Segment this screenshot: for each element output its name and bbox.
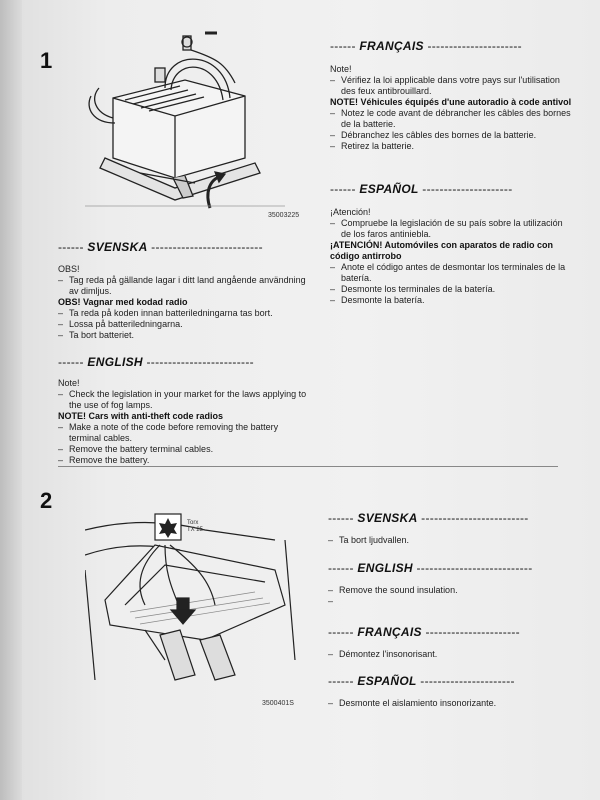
heading-label: FRANÇAIS [359,39,424,53]
heading-label: ESPAÑOL [359,182,419,196]
instruction-item: – Retirez la batterie. [330,141,572,152]
torx-icon [155,514,181,540]
instruction-item: – Lossa på batteriledningarna. [58,319,308,330]
note-label: Note! [58,378,80,388]
instruction-list [58,308,308,341]
instruction-list [330,108,572,152]
instruction-item: – Desmonte la batería. [330,295,572,306]
step-divider [58,466,558,467]
heading-label: SVENSKA [87,240,148,254]
torx-label-2: TX 25 [187,527,204,533]
instruction-item: – Tag reda på gällande lagar i ditt land angående användning av dimljus. [58,275,308,297]
heading-label: ENGLISH [357,561,413,575]
instruction-list [330,218,572,240]
section-body-english-1 [58,378,308,466]
step-number-2: 2 [40,488,53,513]
instruction-list [330,262,572,306]
instruction-list [58,275,308,297]
bold-note: NOTE! Cars with anti-theft code radios [58,411,224,421]
instruction-item: – Check the legislation in your market for the laws applying to the use of fog lamps. [58,389,308,411]
note-label: Note! [330,64,352,74]
instruction-list [328,649,568,660]
instruction-item: – Compruebe la legislación de su país sobre la utilización de los faros antiniebla. [330,218,572,240]
instruction-item: – Make a note of the code before removing the battery terminal cables. [58,422,308,444]
instruction-list [330,75,572,97]
step-number-1: 1 [40,48,53,73]
instruction-item: – Desmonte el aislamiento insonorizante. [328,698,568,709]
instruction-item: – Notez le code avant de débrancher les câbles des bornes de la batterie. [330,108,572,130]
instruction-item: – Démontez l'insonorisant. [328,649,568,660]
section-heading-english-2: ------ ENGLISH --------------------------- [328,561,533,575]
instruction-list [58,389,308,411]
footwell-illustration [85,510,300,690]
torx-label-1: Torx [187,520,199,526]
instruction-item: – Desmonte los terminales de la batería. [330,284,572,295]
battery-illustration [85,28,295,213]
instruction-item: – Vérifiez la loi applicable dans votre pays sur l'utilisation des feux antibrouillard. [330,75,572,97]
heading-label: SVENSKA [357,511,418,525]
heading-label: ESPAÑOL [357,674,417,688]
section-body-svenska-1 [58,264,308,341]
page-binding-shadow [0,0,22,800]
section-heading-svenska-2: ------ SVENSKA ------------------------- [328,511,529,525]
bold-note: ¡ATENCIÓN! Automóviles con aparatos de radio con código antirrobo [330,240,554,261]
section-heading-english-1: ------ ENGLISH ------------------------- [58,355,254,369]
instruction-item: – Ta reda på koden innan batteriledningarna tas bort. [58,308,308,319]
section-body-francais-2 [328,649,568,660]
heading-label: ENGLISH [87,355,143,369]
section-body-svenska-2 [328,535,568,546]
instruction-list [328,535,568,546]
section-body-english-2 [328,585,568,596]
instruction-list [328,585,568,596]
instruction-item: – Remove the battery terminal cables. [58,444,308,455]
instruction-item: – Anote el código antes de desmontar los terminales de la batería. [330,262,572,284]
section-heading-espanol-2: ------ ESPAÑOL ---------------------- [328,674,515,688]
note-label: ¡Atención! [330,207,371,217]
instruction-item: – Débranchez les câbles des bornes de la batterie. [330,130,572,141]
instruction-list [58,422,308,466]
section-body-espanol-1 [330,207,572,306]
section-body-francais-1 [330,64,572,152]
section-heading-espanol-1: ------ ESPAÑOL --------------------- [330,182,513,196]
instruction-list [328,698,568,709]
note-label: OBS! [58,264,80,274]
figure-code-2: 3500401S [262,700,294,707]
section-heading-svenska-1: ------ SVENSKA -------------------------- [58,240,263,254]
instruction-item: – Ta bort batteriet. [58,330,308,341]
torx-label [187,520,203,534]
section-heading-francais-2: ------ FRANÇAIS ---------------------- [328,625,520,639]
section-heading-francais-1: ------ FRANÇAIS ---------------------- [330,39,522,53]
bold-note: OBS! Vagnar med kodad radio [58,297,188,307]
instruction-item: – Ta bort ljudvallen. [328,535,568,546]
bold-note: NOTE! Véhicules équipés d'une autoradio à code antivol [330,97,572,107]
instruction-item: – Remove the sound insulation. [328,585,568,596]
section-body-espanol-2 [328,698,568,709]
heading-label: FRANÇAIS [357,625,422,639]
figure-code-1: 35003225 [268,212,300,219]
instruction-item: – Remove the battery. [58,455,308,466]
